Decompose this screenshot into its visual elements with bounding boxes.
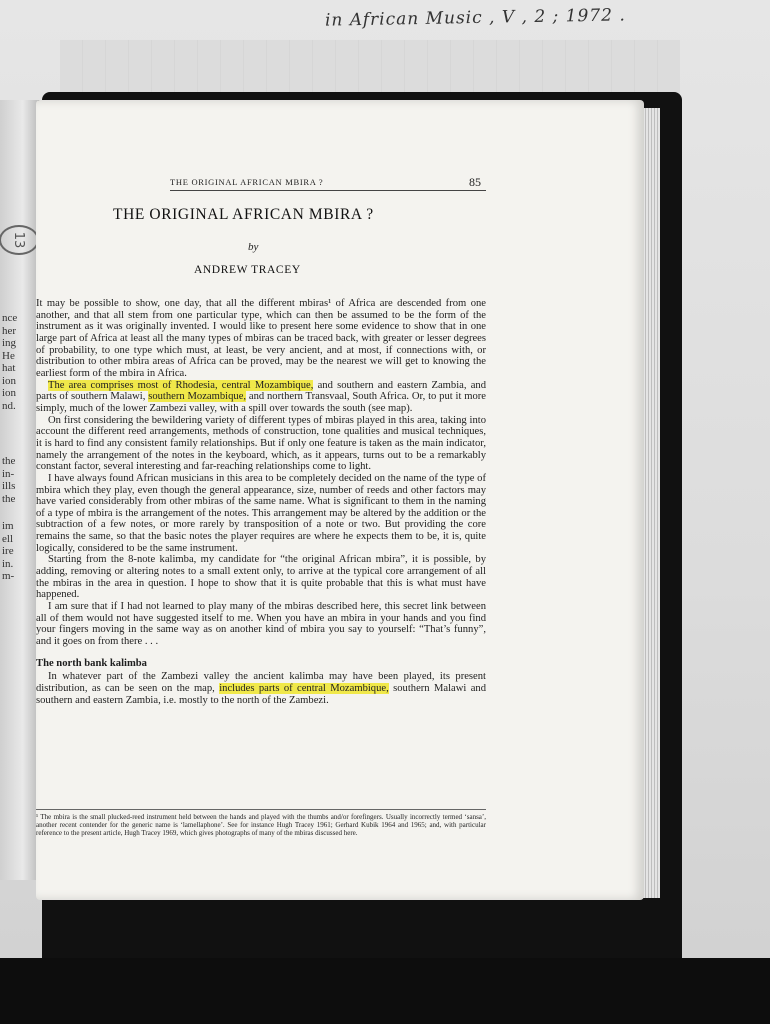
spine-fragment: ire xyxy=(2,545,14,557)
paragraph-2 xyxy=(36,380,486,415)
paragraph-2-mid: and southern and eastern Zambia, and parts of southern Malawi, xyxy=(36,379,486,403)
byline: by xyxy=(248,241,259,253)
paragraph-7-end: southern Malawi and southern and eastern Zambia, i.e. mostly to the north of the Zambezi. xyxy=(36,683,486,706)
article-title: THE ORIGINAL AFRICAN MBIRA ? xyxy=(113,206,374,223)
spine-fragment: ills xyxy=(2,480,16,492)
spine-fragment: ing xyxy=(2,337,17,349)
spine-fragment: ion xyxy=(2,374,17,387)
spine-fragment: nce xyxy=(2,312,18,324)
paragraph-5: Starting from the 8-note kalimba, my candidate for “the original African mbira”, it is possible, by adding, removing or altering notes to a small extent only, to arrive at the typical core arrangement of all the mbiras in the area in question. I hope to show that it is quite probable that this is what must have happened. xyxy=(36,554,486,601)
paragraph-7-start: In whatever part of the Zambezi valley the ancient kalimba may have been played, its present distribution, as can be seen on the map, xyxy=(36,671,486,694)
author-name: ANDREW TRACEY xyxy=(194,264,301,276)
page-number: 85 xyxy=(469,175,481,189)
header-rule xyxy=(170,190,486,191)
spine-fragment: im xyxy=(2,520,14,532)
footnote: ¹ The mbira is the small plucked-reed instrument held between the hands and played with the thumbs and/or forefingers. Usually incorrectly termed ‘sansa’, another recent contender for the generic name is ‘lamellaphone’. See for instance Hugh Tracey 1961; Gerhard Kubik 1964 and 1965; and, with particular reference to the present article, Hugh Tracey 1969, which gives photographs of many of the mbiras discussed here. xyxy=(36,809,486,838)
previous-page-strip xyxy=(0,100,40,880)
paragraph-6: I am sure that if I had not learned to play many of the mbiras described here, this secret link between all of them would not have suggested itself to me. When you have an mbira in your hands and you find your fingers moving in the same way as on another kind of mbira you say to yourself: “That’s funny”, and it goes on from there . . . xyxy=(36,601,486,648)
spine-fragment: the xyxy=(2,455,16,467)
spine-fragment: m- xyxy=(2,570,15,582)
spine-fragment: in. xyxy=(2,557,14,570)
spine-fragment: her xyxy=(2,324,17,337)
spine-text-fragments-a xyxy=(2,312,17,412)
spine-text-fragments-b xyxy=(2,455,15,505)
paragraph-2-end: and northern Transvaal, South Africa. Or, to put it more simply, much of the lower Zambezi valley, with a spill over towards the south (see map). xyxy=(36,391,486,414)
spine-fragment: ion xyxy=(2,387,17,399)
article-text xyxy=(36,298,486,706)
spine-fragment: He xyxy=(2,349,15,362)
scanner-bottom-band xyxy=(0,958,770,1024)
handwritten-annotation: in African Music , V , 2 ; 1972 . xyxy=(324,5,626,31)
spine-fragment: nd. xyxy=(2,399,16,412)
spine-fragment: in- xyxy=(2,467,15,480)
running-head: THE ORIGINAL AFRICAN MBIRA ? xyxy=(170,177,324,187)
spine-fragment: ell xyxy=(2,532,13,545)
paragraph-4: I have always found African musicians in this area to be completely decided on the name of the type of mbira which they play, even though the general appearance, size, number of reeds and other factors may have varied considerably from other mbiras of the same name. What is significant to them in the naming of a type of mbira is the arrangement of the notes. This arrangement may be altered by the addition or the subtraction of a few notes, or more rarely by transposition of a note or two. But providing the core remains the same, so that the basic notes the player requires are where he expects them to be, it is, quite logically, considered to be the same instrument. xyxy=(36,472,486,554)
highlight-2: southern Mozambique, xyxy=(148,391,247,403)
paragraph-7 xyxy=(36,671,486,706)
highlight-3: includes parts of central Mozambique, xyxy=(219,683,389,694)
spine-fragment: hat xyxy=(2,362,16,374)
circled-page-number: 13 xyxy=(0,225,39,255)
highlight-1: The area comprises most of Rhodesia, central Mozambique, xyxy=(48,379,314,391)
paragraph-3: On first considering the bewildering variety of different types of mbiras played in this area, taking into account the different reed arrangements, methods of construction, tone qualities and musical techniques, it is hard to find any consistent family relationships. But if only one feature is taken as the main indicator, namely the arrangement of the notes in the keyboard, which, as it appears, turns out to be a remarkably constant factor, several interesting and far-reaching relationships come to light. xyxy=(36,414,486,473)
spine-text-fragments-c xyxy=(2,520,14,583)
paragraph-1: It may be possible to show, one day, that all the different mbiras¹ of Africa are descended from one another, and that all stem from one particular type, which can then be assumed to be the form of the instrument as it was originally invented. I would like to present here some evidence to show that in one large part of Africa at least all the many types of mbiras can be traced back, with greater or lesser degrees of probability, to one type which must, at least, be very ancient, and at most, if connections with, or distribution to other mbira areas of Africa can be proved, may be the nearest we will get to knowing the earliest form of the mbira in Africa. xyxy=(36,298,486,379)
spine-fragment: the xyxy=(2,492,16,505)
section-heading: The north bank kalimba xyxy=(36,657,147,669)
